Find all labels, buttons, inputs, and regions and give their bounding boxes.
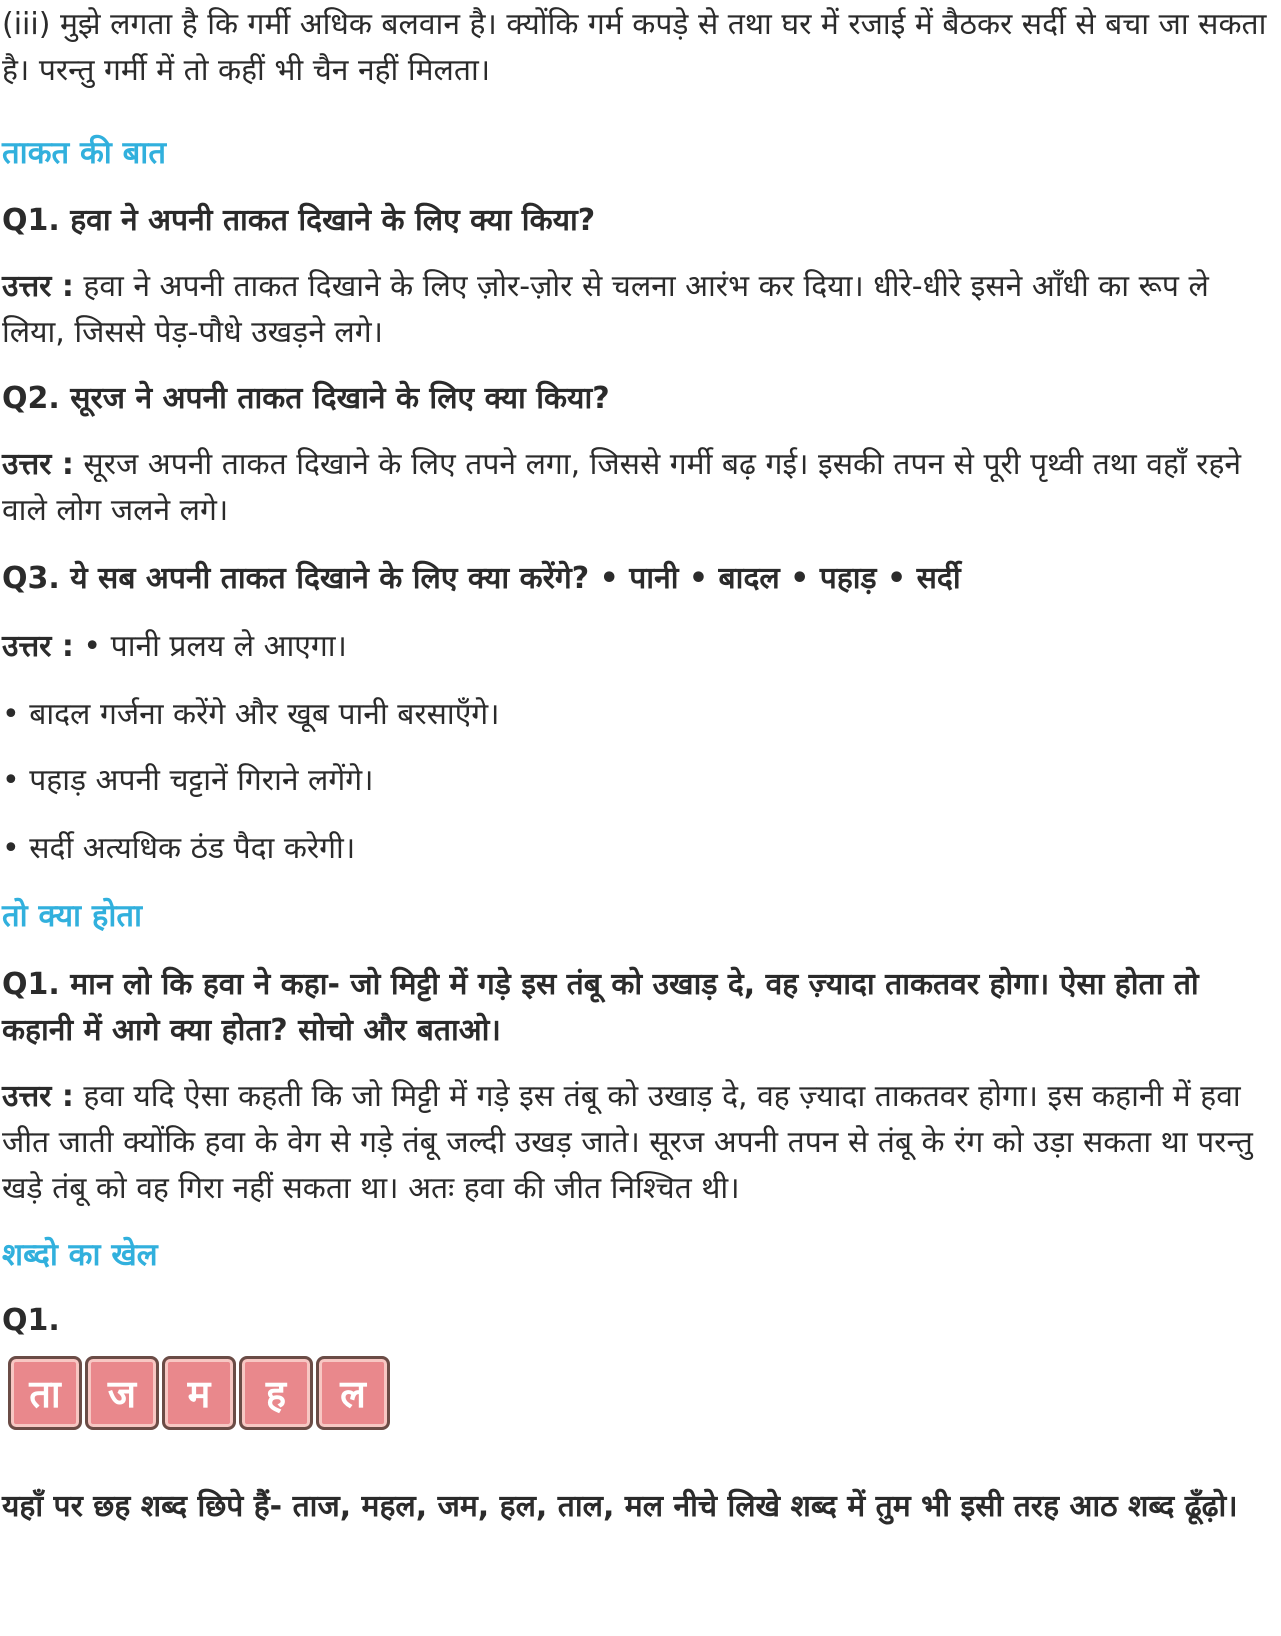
answer-text: • पानी प्रलय ले आएगा।	[73, 629, 347, 664]
hidden-words-note: यहाँ पर छह शब्द छिपे हैं- ताज, महल, जम, हल, ताल, मल नीचे लिखे शब्द में तुम भी इसी तरह आठ शब्द ढूँढ़ो।	[2, 1489, 1238, 1524]
answer-3	[2, 624, 1267, 670]
letter-tile: ह	[239, 1356, 313, 1430]
section-heading-to-kya-hota: तो क्या होता	[2, 898, 143, 934]
question-label-q1: Q1.	[2, 1303, 60, 1338]
bullet-badal: • बादल गर्जना करेंगे और खूब पानी बरसाएँगे।	[2, 697, 500, 732]
answer-label: उत्तर :	[2, 447, 74, 482]
bullet-pahad: • पहाड़ अपनी चट्टानें गिराने लगेंगे।	[2, 763, 374, 798]
answer-label: उत्तर :	[2, 269, 74, 304]
answer-text: हवा यदि ऐसा कहती कि जो मिट्टी में गड़े इस तंबू को उखाड़ दे, वह ज़्यादा ताकतवर होगा। इस कहानी में हवा जीत जाती क्योंकि हवा के वेग से गड़े तंबू जल्दी उखड़ जाते। सूरज अपनी तपन से तंबू के रंग को उड़ा सकता था परन्तु खड़े तंबू को वह गिरा नहीं सकता था। अतः हवा की जीत निश्चित थी।	[2, 1079, 1253, 1206]
letter-tiles	[2, 1356, 1267, 1436]
intro-paragraph: (iii) मुझे लगता है कि गर्मी अधिक बलवान है। क्योंकि गर्म कपड़े से तथा घर में रजाई में बैठकर सर्दी से बचा जा सकता है। परन्तु गर्मी में तो कहीं भी चैन नहीं मिलता।	[2, 7, 1267, 88]
answer-text: सूरज अपनी ताकत दिखाने के लिए तपने लगा, जिससे गर्मी बढ़ गई। इसकी तपन से पूरी पृथ्वी तथा वहाँ रहने वाले लोग जलने लगे।	[2, 447, 1242, 528]
letter-tile: ल	[316, 1356, 390, 1430]
bullet-sardi: • सर्दी अत्यधिक ठंड पैदा करेगी।	[2, 831, 356, 866]
section-heading-shabdo-ka-khel: शब्दो का खेल	[2, 1237, 158, 1273]
section-heading-takat-ki-baat: ताकत की बात	[2, 135, 166, 171]
letter-tile: म	[162, 1356, 236, 1430]
letter-tile: ज	[85, 1356, 159, 1430]
answer-tambu	[2, 1074, 1267, 1212]
answer-1	[2, 264, 1267, 356]
question-2: Q2. सूरज ने अपनी ताकत दिखाने के लिए क्या किया?	[2, 381, 610, 416]
question-1: Q1. हवा ने अपनी ताकत दिखाने के लिए क्या किया?	[2, 203, 596, 238]
answer-label: उत्तर :	[2, 1079, 74, 1114]
question-3: Q3. ये सब अपनी ताकत दिखाने के लिए क्या करेंगे? • पानी • बादल • पहाड़ • सर्दी	[2, 561, 961, 596]
answer-text: हवा ने अपनी ताकत दिखाने के लिए ज़ोर-ज़ोर से चलना आरंभ कर दिया। धीरे-धीरे इसने आँधी का रूप ले लिया, जिससे पेड़-पौधे उखड़ने लगे।	[2, 269, 1209, 350]
answer-label: उत्तर :	[2, 629, 74, 664]
letter-tile: ता	[8, 1356, 82, 1430]
answer-2	[2, 442, 1267, 534]
question-tambu: Q1. मान लो कि हवा ने कहा- जो मिट्टी में गड़े इस तंबू को उखाड़ दे, वह ज़्यादा ताकतवर होगा। ऐसा होता तो कहानी में आगे क्या होता? सोचो और बताओ।	[2, 967, 1199, 1048]
